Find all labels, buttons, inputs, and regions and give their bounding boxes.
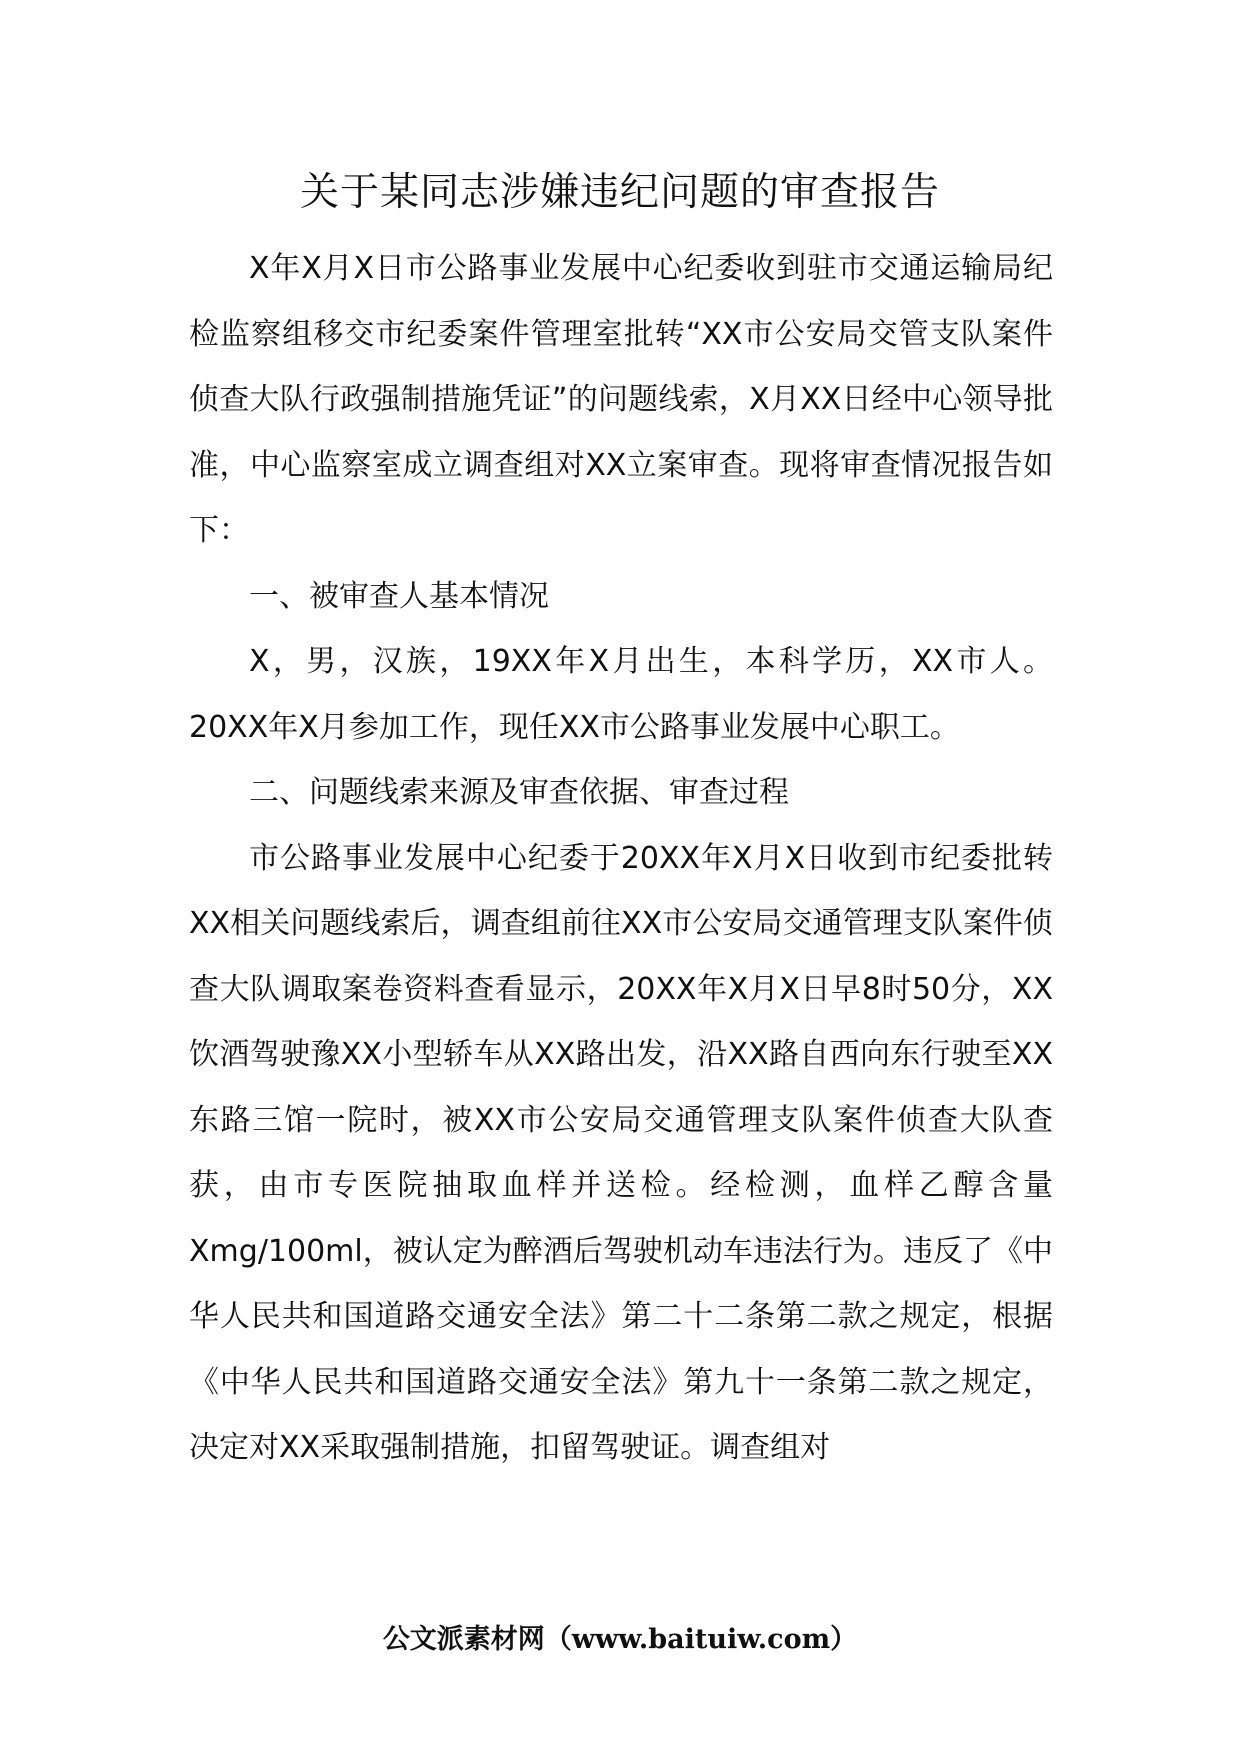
paragraph-intro: X年X月X日市公路事业发展中心纪委收到驻市交通运输局纪检监察组移交市纪委案件管理室批转“XX市公安局交管支队案件侦查大队行政强制措施凭证”的问题线索，X月XX日经中心领导批准，中心监察室成立调查组对XX立案审查。现将审查情况报告如下： (189, 251, 1053, 548)
document-title: 关于某同志涉嫌违纪问题的审查报告 (299, 170, 940, 215)
paragraph-basic-info: X，男，汉族，19XX年X月出生，本科学历，XX市人。20XX年X月参加工作，现任XX市公路事业发展中心职工。 (189, 644, 1053, 745)
document-body (189, 236, 1053, 1481)
section-heading-source: 二、问题线索来源及审查依据、审查过程 (249, 775, 789, 810)
footer-watermark-text: 公文派素材网（www.baituiw.com） (382, 1624, 858, 1655)
section-heading-basic-info: 一、被审查人基本情况 (249, 578, 549, 614)
paragraph-source: 市公路事业发展中心纪委于20XX年X月X日收到市纪委批转XX相关问题线索后，调查组前往XX市公安局交通管理支队案件侦查大队调取案卷资料查看显示，20XX年X月X日早8时50分，XX饮酒驾驶豫XX小型轿车从XX路出发，沿XX路自西向东行驶至XX东路三馆一院时，被XX市公安局交通管理支队案件侦查大队查获，由市专医院抽取血样并送检。经检测，血样乙醇含量Xmg/100ml，被认定为醉酒后驾驶机动车违法行为。违反了《中华人民共和国道路交通安全法》第二十二条第二款之规定，根据《中华人民共和国道路交通安全法》第九十一条第二款之规定，决定对XX采取强制措施，扣留驾驶证。调查组对 (189, 840, 1053, 1465)
